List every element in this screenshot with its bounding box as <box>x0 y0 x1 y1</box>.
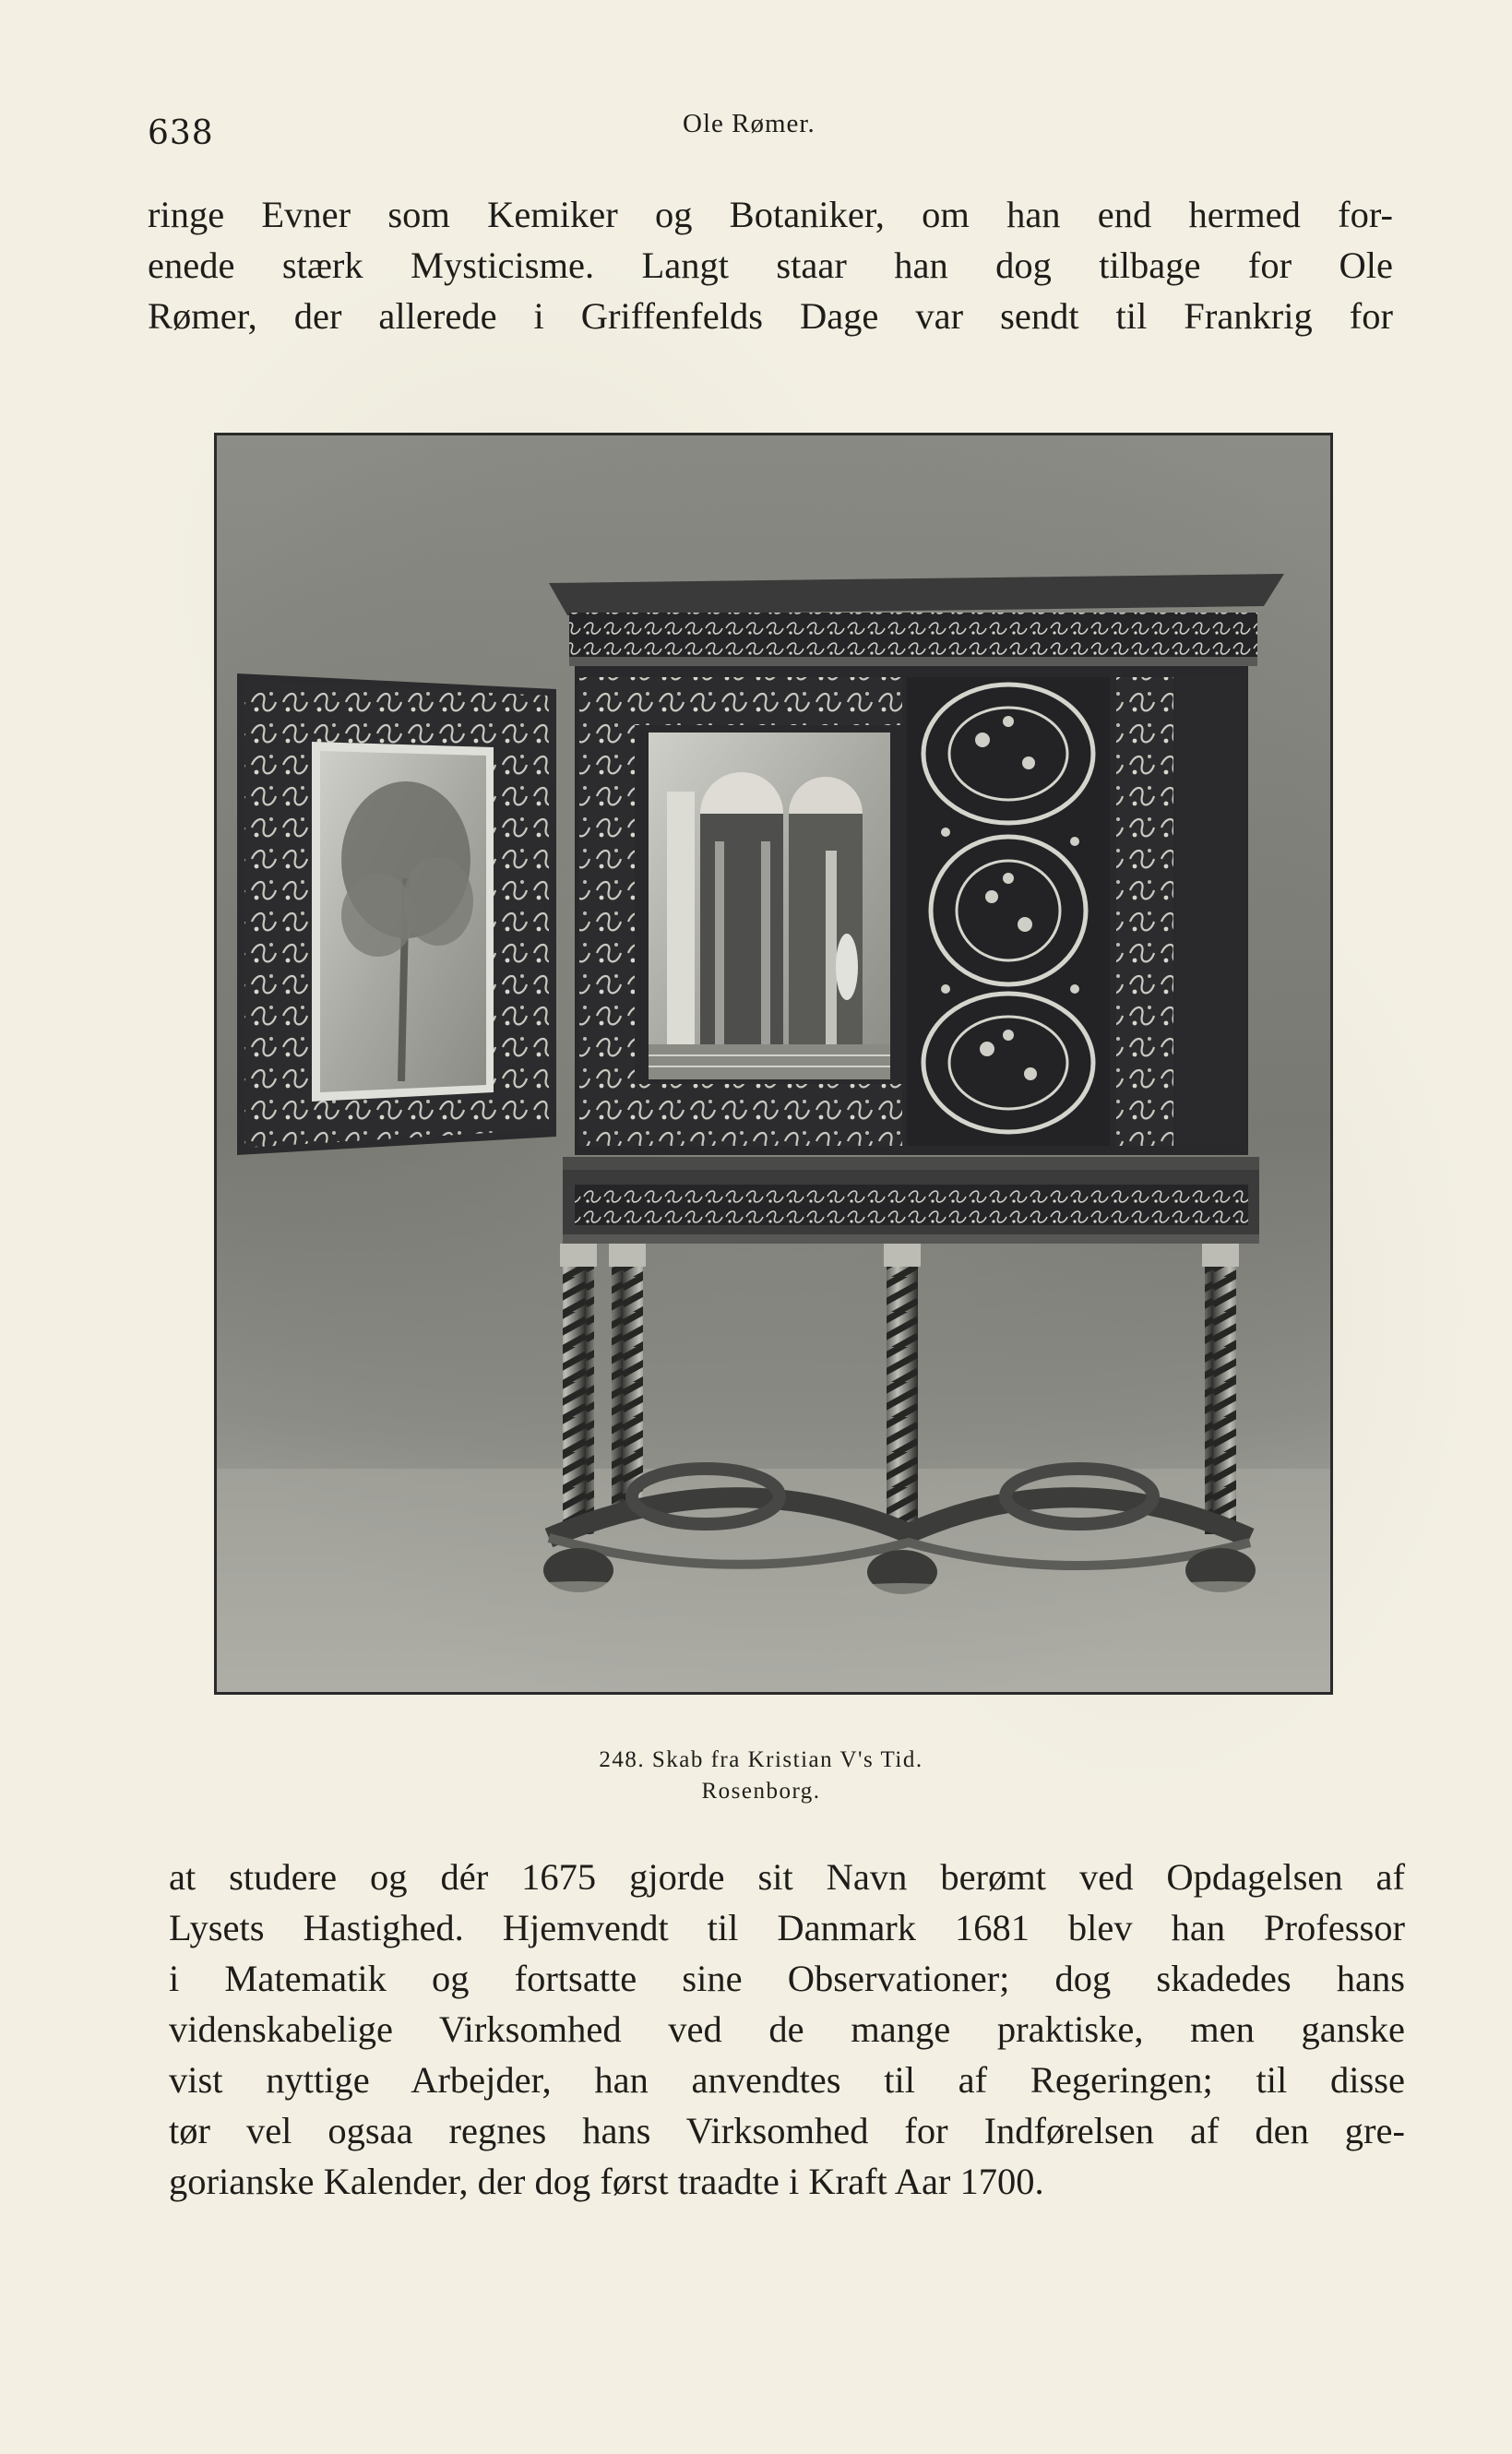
text-line: Rømer, der allerede i Griffenfelds Dage var sendt til Frankrig for <box>148 295 1393 337</box>
top-paragraph <box>148 189 1393 341</box>
text-line: enede stærk Mysticisme. Langt staar han dog tilbage for Ole <box>148 244 1393 286</box>
text-line: Lysets Hastighed. Hjemvendt til Danmark 1681 blev han Professor <box>169 1907 1405 1948</box>
text-line: vist nyttige Arbejder, han anvendtes til af Regeringen; til disse <box>169 2059 1405 2101</box>
text-line: tør vel ogsaa regnes hans Virksomhed for Indførelsen af den gre- <box>169 2110 1405 2151</box>
cabinet-illustration <box>217 435 1330 1692</box>
text-line: ringe Evner som Kemiker og Botaniker, om han end hermed for- <box>148 194 1393 235</box>
figure-caption: 248. Skab fra Kristian V's Tid. <box>599 1747 923 1772</box>
text-line: at studere og dér 1675 gjorde sit Navn berømt ved Opdagelsen af <box>169 1856 1405 1898</box>
page-number: 638 <box>148 114 214 152</box>
running-head: Ole Rømer. <box>683 109 816 138</box>
bottom-paragraph <box>169 1852 1405 2207</box>
text-line: videnskabelige Virksomhed ved de mange praktiske, men ganske <box>169 2008 1405 2050</box>
perspective-arches <box>649 772 890 1079</box>
text-line: gorianske Kalender, der dog først traadte i Kraft Aar 1700. <box>169 2161 1044 2202</box>
text-line: i Matematik og fortsatte sine Observationer; dog skadedes hans <box>169 1958 1405 1999</box>
cabinet-photograph <box>214 433 1333 1695</box>
figure-caption-location: Rosenborg. <box>701 1779 821 1804</box>
